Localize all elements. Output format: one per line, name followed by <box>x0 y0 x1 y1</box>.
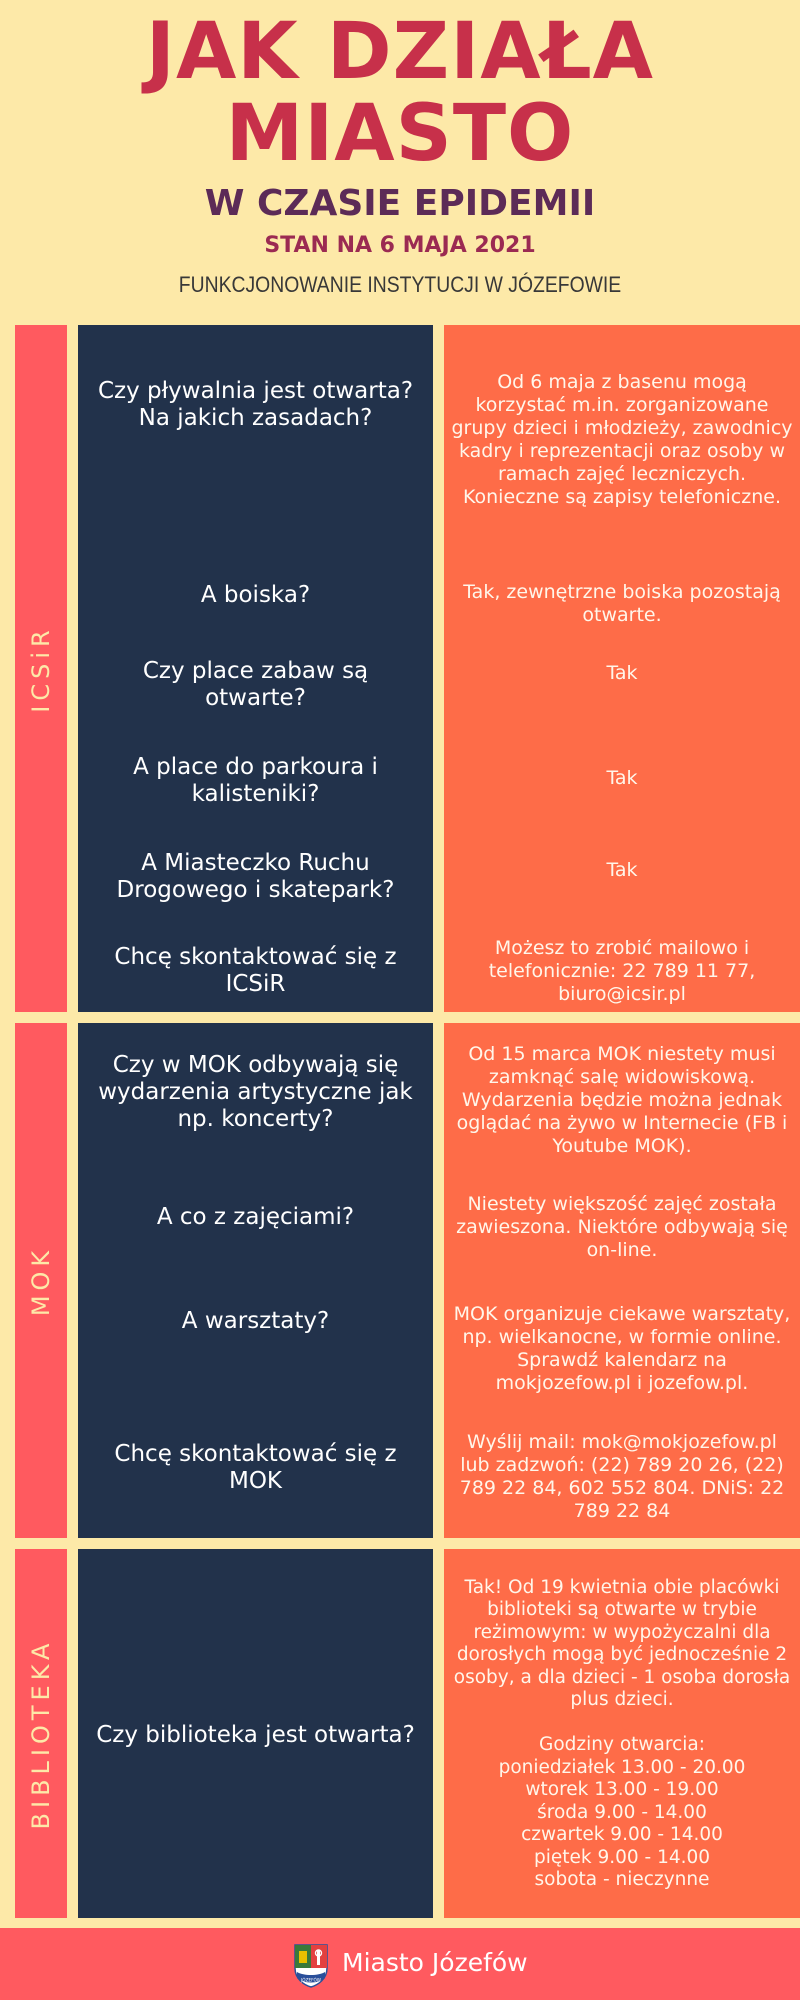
answer-pool: Od 6 maja z basenu mogą korzystać m.in. zorganizowane grupy dzieci i młodzieży, zawodnicy kadry i reprezentacji oraz osoby w ramach zajęć leczniczych. Konieczne są zapisy telefoniczne. <box>451 371 793 508</box>
section-sidebar-mok <box>15 1023 67 1538</box>
header <box>0 0 800 325</box>
answer-fields: Tak, zewnętrzne boiska pozostają otwarte. <box>463 581 781 626</box>
question-parkour: A place do parkoura i kalisteniki? <box>133 754 378 807</box>
section-label-biblioteka: BIBLIOTEKA <box>27 1638 55 1829</box>
answer-library: Tak! Od 19 kwietnia obie placówki biblioteki są otwarte w trybie reżimowym: w wypożyczalni dla dorosłych mogą być jednocześnie 2 osoby, a dla dzieci - 1 osoba dorosła plus dzieci. Godziny otwarcia: poniedziałek 13.00 - 20.00 wtorek 13.00 - 19.00 środa 9.00 - 14.00 czwartek 9.00 - 14.00 piętek 9.00 - 14.00 sobota - nieczynne <box>453 1576 791 1890</box>
question-events: Czy w MOK odbywają się wydarzenia artystyczne jak np. koncerty? <box>98 1052 413 1132</box>
question-playgrounds: Czy place zabaw są otwarte? <box>142 658 369 711</box>
section-label-icsir: ICSiR <box>27 624 55 713</box>
status-date: STAN NA 6 MAJA 2021 <box>264 233 536 258</box>
answer-contact-icsir: Możesz to zrobić mailowo i telefonicznie: 22 789 11 77, biuro@icsir.pl <box>488 936 756 1005</box>
section-label-mok: MOK <box>27 1245 55 1316</box>
question-fields: A boiska? <box>200 581 311 608</box>
coat-of-arms-icon <box>292 1942 330 1988</box>
question-contact-icsir: Chcę skontaktować się z ICSiR <box>114 944 397 997</box>
logo-caption: JÓZEFÓW <box>301 1977 321 1983</box>
answer-classes: Niestety większość zajęć została zawieszona. Niektóre odbywają się on-line. <box>456 1192 788 1261</box>
footer-city-name: Miasto Józefów <box>342 1948 528 1977</box>
answer-contact-mok: Wyślij mail: mok@mokjozefow.pl lub zadzwoń: (22) 789 20 26, (22) 789 22 84, 602 552 804. DNiS: 22 789 22 84 <box>459 1431 785 1522</box>
institutions-heading: FUNKCJONOWANIE INSTYTUCJI W JÓZEFOWIE <box>178 272 622 297</box>
answer-traffic-town: Tak <box>606 858 638 881</box>
answer-playgrounds: Tak <box>606 661 638 684</box>
section-sidebar-icsir <box>15 325 67 1012</box>
page-subtitle: W CZASIE EPIDEMII <box>204 183 596 224</box>
footer <box>0 1928 800 2000</box>
question-workshops: A warsztaty? <box>181 1307 330 1334</box>
question-library: Czy biblioteka jest otwarta? <box>96 1721 415 1748</box>
section-sidebar-biblioteka <box>15 1549 67 1918</box>
answer-events: Od 15 marca MOK niestety musi zamknąć salę widowiskową. Wydarzenia będzie można jednak oglądać na żywo w Internecie (FB i Youtube MOK). <box>456 1042 788 1157</box>
page-title-line2: MIASTO <box>225 89 575 179</box>
answer-workshops: MOK organizuje ciekawe warsztaty, np. wielkanocne, w formie online. Sprawdź kalendarz na mokjozefow.pl i jozefow.pl. <box>453 1303 791 1394</box>
question-classes: A co z zajęciami? <box>156 1203 355 1230</box>
question-contact-mok: Chcę skontaktować się z MOK <box>114 1441 397 1494</box>
question-traffic-town: A Miasteczko Ruchu Drogowego i skatepark? <box>116 850 395 903</box>
question-pool: Czy pływalnia jest otwarta? Na jakich zasadach? <box>97 378 414 431</box>
answer-parkour: Tak <box>606 766 638 789</box>
page-title-line1: JAK DZIAŁA <box>145 7 655 97</box>
